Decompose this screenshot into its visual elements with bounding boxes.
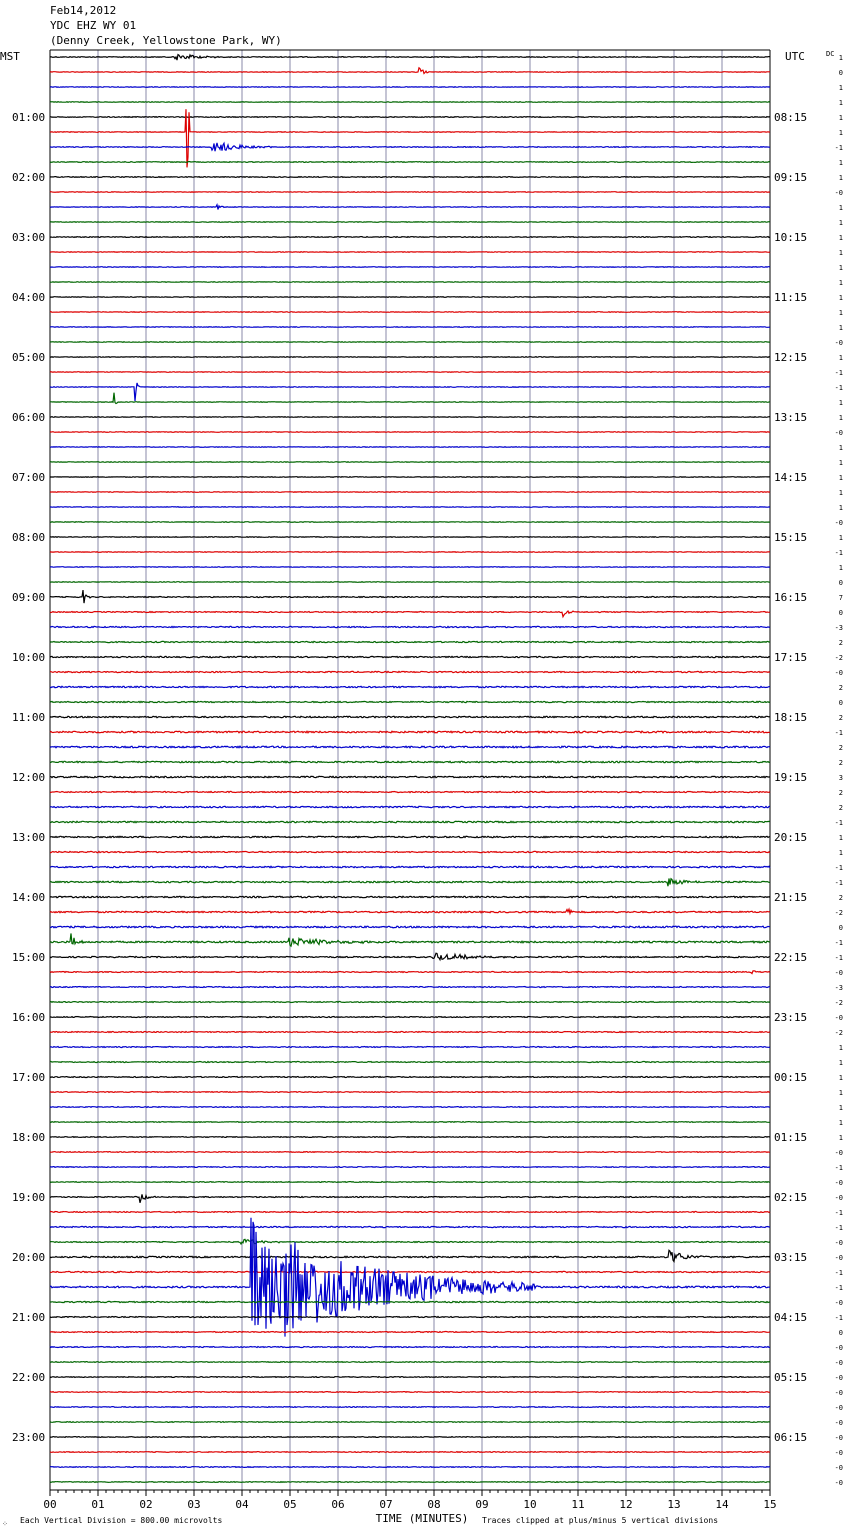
trace-line xyxy=(50,222,770,223)
trace-line xyxy=(50,312,770,313)
trace-line xyxy=(50,1301,770,1302)
right-hour-label: 00:15 xyxy=(774,1071,808,1084)
dc-offset-label: -0 xyxy=(834,429,843,437)
dc-offset-label: 2 xyxy=(838,759,843,767)
trace-line xyxy=(50,282,770,283)
trace-line xyxy=(50,109,770,167)
right-hour-label: 15:15 xyxy=(774,531,808,544)
left-hour-label: 23:00 xyxy=(12,1431,46,1444)
dc-offset-label: -1 xyxy=(834,939,843,947)
x-tick-label: 14 xyxy=(715,1498,729,1511)
trace-line xyxy=(50,1407,770,1408)
trace-line xyxy=(50,806,770,807)
dc-offset-label: 1 xyxy=(838,204,843,212)
trace-line xyxy=(50,237,770,238)
trace-line xyxy=(50,393,770,404)
right-hour-label: 05:15 xyxy=(774,1371,808,1384)
dc-offset-label: -1 xyxy=(834,144,843,152)
x-tick-label: 01 xyxy=(91,1498,105,1511)
dc-label: DC xyxy=(826,50,835,58)
trace-line xyxy=(50,1137,770,1138)
left-hour-label: 07:00 xyxy=(12,471,46,484)
dc-offset-label: 1 xyxy=(838,324,843,332)
dc-offset-label: -0 xyxy=(834,1344,843,1352)
dc-offset-label: 3 xyxy=(838,774,843,782)
trace-line xyxy=(50,933,770,946)
trace-line xyxy=(50,1077,770,1078)
left-hour-label: 17:00 xyxy=(12,1071,46,1084)
left-hour-label: 22:00 xyxy=(12,1371,46,1384)
dc-offset-label: 1 xyxy=(838,99,843,107)
right-hour-label: 23:15 xyxy=(774,1011,808,1024)
trace-line xyxy=(50,162,770,163)
dc-offset-label: -1 xyxy=(834,864,843,872)
trace-line xyxy=(50,1182,770,1183)
dc-offset-label: 1 xyxy=(838,294,843,302)
dc-offset-label: 2 xyxy=(838,744,843,752)
left-hour-label: 06:00 xyxy=(12,411,46,424)
dc-offset-label: 1 xyxy=(838,129,843,137)
dc-offset-label: -3 xyxy=(834,984,843,992)
trace-line xyxy=(50,102,770,103)
dc-offset-label: -2 xyxy=(834,1029,843,1037)
trace-line xyxy=(50,55,770,61)
x-tick-label: 07 xyxy=(379,1498,393,1511)
axis-labels xyxy=(0,50,843,1528)
trace-line xyxy=(50,1347,770,1348)
x-tick-label: 03 xyxy=(187,1498,201,1511)
left-hour-label: 05:00 xyxy=(12,351,46,364)
dc-offset-label: 1 xyxy=(838,354,843,362)
x-tick-label: 02 xyxy=(139,1498,153,1511)
trace-line xyxy=(50,432,770,433)
dc-offset-label: -0 xyxy=(834,1239,843,1247)
trace-line xyxy=(50,117,770,118)
dc-offset-label: -0 xyxy=(834,1479,843,1487)
trace-line xyxy=(50,776,770,777)
trace-line xyxy=(50,611,770,617)
dc-offset-label: 1 xyxy=(838,489,843,497)
trace-line xyxy=(50,686,770,687)
trace-line xyxy=(50,1092,770,1093)
trace-line xyxy=(50,1482,770,1483)
trace-line xyxy=(50,641,770,642)
dc-offset-label: -0 xyxy=(834,1419,843,1427)
trace-line xyxy=(50,926,770,928)
corner-mark: ⁘ xyxy=(2,1520,8,1528)
dc-offset-label: -0 xyxy=(834,1389,843,1397)
left-hour-label: 16:00 xyxy=(12,1011,46,1024)
trace-line xyxy=(50,866,770,867)
trace-line xyxy=(50,1392,770,1393)
right-hour-label: 18:15 xyxy=(774,711,808,724)
right-hour-label: 19:15 xyxy=(774,771,808,784)
trace-line xyxy=(50,746,770,748)
dc-offset-label: -1 xyxy=(834,369,843,377)
dc-offset-label: 7 xyxy=(838,594,843,602)
trace-line xyxy=(50,342,770,343)
dc-offset-label: -1 xyxy=(834,879,843,887)
dc-offset-label: 1 xyxy=(838,159,843,167)
dc-offset-label: -0 xyxy=(834,1299,843,1307)
x-tick-label: 09 xyxy=(475,1498,489,1511)
trace-line xyxy=(50,492,770,493)
x-tick-label: 04 xyxy=(235,1498,249,1511)
dc-offset-label: 1 xyxy=(838,279,843,287)
trace-line xyxy=(50,567,770,568)
left-hour-label: 10:00 xyxy=(12,651,46,664)
dc-offset-label: 1 xyxy=(838,54,843,62)
dc-offset-label: 0 xyxy=(838,699,843,707)
trace-line xyxy=(50,1271,770,1272)
dc-offset-label: 1 xyxy=(838,114,843,122)
x-tick-label: 05 xyxy=(283,1498,297,1511)
left-hour-label: 14:00 xyxy=(12,891,46,904)
right-timezone-label: UTC xyxy=(785,50,805,63)
dc-offset-label: -0 xyxy=(834,1404,843,1412)
right-hour-label: 02:15 xyxy=(774,1191,808,1204)
left-hour-label: 12:00 xyxy=(12,771,46,784)
left-hour-label: 03:00 xyxy=(12,231,46,244)
dc-offset-label: 1 xyxy=(838,504,843,512)
left-hour-label: 18:00 xyxy=(12,1131,46,1144)
dc-offset-label: -1 xyxy=(834,1209,843,1217)
dc-offset-label: -0 xyxy=(834,969,843,977)
trace-line xyxy=(50,821,770,822)
left-hour-label: 08:00 xyxy=(12,531,46,544)
dc-offset-label: -1 xyxy=(834,1164,843,1172)
trace-line xyxy=(50,1017,770,1018)
dc-offset-label: -0 xyxy=(834,189,843,197)
trace-line xyxy=(50,1122,770,1123)
dc-offset-label: 1 xyxy=(838,834,843,842)
dc-offset-label: 0 xyxy=(838,579,843,587)
dc-offset-label: -0 xyxy=(834,1149,843,1157)
trace-line xyxy=(50,522,770,523)
dc-offset-label: 1 xyxy=(838,84,843,92)
trace-line xyxy=(50,1362,770,1363)
dc-offset-label: -0 xyxy=(834,1464,843,1472)
dc-offset-label: -1 xyxy=(834,729,843,737)
trace-line xyxy=(50,1194,770,1202)
trace-group xyxy=(50,55,770,1483)
trace-line xyxy=(50,701,770,702)
dc-offset-label: -0 xyxy=(834,669,843,677)
right-hour-label: 09:15 xyxy=(774,171,808,184)
x-tick-label: 08 xyxy=(427,1498,441,1511)
dc-offset-label: 0 xyxy=(838,924,843,932)
dc-offset-label: -0 xyxy=(834,1194,843,1202)
dc-offset-label: 1 xyxy=(838,1104,843,1112)
dc-offset-label: 1 xyxy=(838,399,843,407)
dc-offset-label: 2 xyxy=(838,804,843,812)
chart-location: (Denny Creek, Yellowstone Park, WY) xyxy=(50,34,282,47)
trace-line xyxy=(50,383,770,401)
trace-line xyxy=(50,447,770,448)
dc-offset-label: 1 xyxy=(838,444,843,452)
trace-line xyxy=(50,1467,770,1468)
left-hour-label: 04:00 xyxy=(12,291,46,304)
trace-line xyxy=(50,372,770,373)
trace-line xyxy=(50,590,770,603)
dc-offset-label: 1 xyxy=(838,1044,843,1052)
trace-line xyxy=(50,836,770,837)
dc-offset-label: -1 xyxy=(834,549,843,557)
dc-offset-label: 0 xyxy=(838,1329,843,1337)
dc-offset-label: -2 xyxy=(834,654,843,662)
dc-offset-label: 1 xyxy=(838,264,843,272)
x-tick-label: 13 xyxy=(667,1498,681,1511)
dc-offset-label: -0 xyxy=(834,1014,843,1022)
trace-line xyxy=(50,1377,770,1378)
dc-offset-label: 2 xyxy=(838,639,843,647)
dc-offset-label: 2 xyxy=(838,684,843,692)
trace-line xyxy=(50,297,770,298)
left-timezone-label: MST xyxy=(0,50,20,63)
trace-line xyxy=(50,87,770,88)
trace-line xyxy=(50,1107,770,1108)
dc-offset-label: 1 xyxy=(838,1074,843,1082)
right-hour-label: 01:15 xyxy=(774,1131,808,1144)
trace-line xyxy=(50,791,770,792)
left-hour-label: 19:00 xyxy=(12,1191,46,1204)
trace-line xyxy=(50,267,770,268)
clip-note: Traces clipped at plus/minus 5 vertical divisions xyxy=(482,1516,719,1525)
trace-line xyxy=(50,953,770,960)
right-hour-label: 21:15 xyxy=(774,891,808,904)
trace-line xyxy=(50,879,770,887)
dc-offset-label: 1 xyxy=(838,219,843,227)
dc-offset-label: -1 xyxy=(834,954,843,962)
trace-line xyxy=(50,1152,770,1153)
right-hour-label: 22:15 xyxy=(774,951,808,964)
x-tick-label: 15 xyxy=(763,1498,777,1511)
x-tick-label: 06 xyxy=(331,1498,345,1511)
dc-offset-label: 1 xyxy=(838,234,843,242)
dc-offset-label: -1 xyxy=(834,384,843,392)
right-hour-label: 03:15 xyxy=(774,1251,808,1264)
right-hour-label: 10:15 xyxy=(774,231,808,244)
left-hour-label: 21:00 xyxy=(12,1311,46,1324)
trace-line xyxy=(50,1226,770,1227)
trace-line xyxy=(50,477,770,478)
dc-offset-label: -0 xyxy=(834,1374,843,1382)
trace-line xyxy=(50,1239,770,1244)
trace-line xyxy=(50,1212,770,1213)
right-hour-label: 17:15 xyxy=(774,651,808,664)
trace-line xyxy=(50,987,770,988)
dc-offset-label: 1 xyxy=(838,249,843,257)
trace-line xyxy=(50,1437,770,1438)
trace-line xyxy=(50,462,770,463)
dc-offset-label: -0 xyxy=(834,519,843,527)
trace-line xyxy=(50,327,770,328)
trace-line xyxy=(50,971,770,974)
dc-offset-label: -1 xyxy=(834,1314,843,1322)
trace-line xyxy=(50,68,770,74)
right-hour-label: 08:15 xyxy=(774,111,808,124)
trace-line xyxy=(50,896,770,897)
trace-line xyxy=(50,656,770,657)
trace-line xyxy=(50,851,770,852)
trace-line xyxy=(50,192,770,193)
left-hour-label: 02:00 xyxy=(12,171,46,184)
trace-line xyxy=(50,507,770,508)
trace-line xyxy=(50,552,770,553)
trace-line xyxy=(50,716,770,717)
left-hour-label: 13:00 xyxy=(12,831,46,844)
right-hour-label: 20:15 xyxy=(774,831,808,844)
trace-line xyxy=(50,1218,770,1337)
trace-line xyxy=(50,909,770,913)
dc-offset-label: -1 xyxy=(834,1269,843,1277)
dc-offset-label: 1 xyxy=(838,1059,843,1067)
dc-offset-label: 1 xyxy=(838,459,843,467)
trace-line xyxy=(50,731,770,733)
trace-line xyxy=(50,252,770,253)
dc-offset-label: 1 xyxy=(838,849,843,857)
dc-offset-label: 1 xyxy=(838,1119,843,1127)
dc-offset-label: 1 xyxy=(838,1089,843,1097)
dc-offset-label: -0 xyxy=(834,1179,843,1187)
dc-offset-label: 2 xyxy=(838,894,843,902)
x-axis-label: TIME (MINUTES) xyxy=(375,1512,469,1525)
trace-line xyxy=(50,1167,770,1168)
trace-line xyxy=(50,1452,770,1453)
right-hour-label: 12:15 xyxy=(774,351,808,364)
trace-line xyxy=(50,671,770,672)
dc-offset-label: -2 xyxy=(834,909,843,917)
left-hour-label: 20:00 xyxy=(12,1251,46,1264)
right-hour-label: 06:15 xyxy=(774,1431,808,1444)
chart-date: Feb14,2012 xyxy=(50,4,117,17)
dc-offset-label: -1 xyxy=(834,819,843,827)
trace-line xyxy=(50,1332,770,1333)
chart-station: YDC EHZ WY 01 xyxy=(50,19,137,32)
trace-line xyxy=(50,1002,770,1003)
trace-line xyxy=(50,205,770,210)
trace-line xyxy=(50,761,770,762)
dc-offset-label: 1 xyxy=(838,534,843,542)
trace-line xyxy=(50,582,770,583)
right-hour-label: 11:15 xyxy=(774,291,808,304)
dc-offset-label: -0 xyxy=(834,1359,843,1367)
left-hour-label: 01:00 xyxy=(12,111,46,124)
trace-line xyxy=(50,1317,770,1318)
dc-offset-label: 1 xyxy=(838,1134,843,1142)
dc-offset-label: -3 xyxy=(834,624,843,632)
trace-line xyxy=(50,537,770,538)
trace-line xyxy=(50,177,770,178)
dc-offset-label: 1 xyxy=(838,474,843,482)
dc-offset-label: 1 xyxy=(838,414,843,422)
dc-offset-label: 1 xyxy=(838,174,843,182)
x-tick-label: 00 xyxy=(43,1498,57,1511)
x-tick-label: 12 xyxy=(619,1498,633,1511)
dc-offset-label: -0 xyxy=(834,339,843,347)
trace-line xyxy=(50,1047,770,1048)
right-hour-label: 14:15 xyxy=(774,471,808,484)
dc-offset-label: 0 xyxy=(838,609,843,617)
dc-offset-label: 1 xyxy=(838,564,843,572)
dc-offset-label: 1 xyxy=(838,309,843,317)
trace-line xyxy=(50,626,770,627)
trace-line xyxy=(50,143,770,151)
dc-offset-label: -2 xyxy=(834,999,843,1007)
dc-offset-label: -0 xyxy=(834,1434,843,1442)
left-hour-label: 11:00 xyxy=(12,711,46,724)
x-tick-label: 10 xyxy=(523,1498,537,1511)
trace-line xyxy=(50,417,770,418)
trace-line xyxy=(50,1250,770,1261)
left-hour-label: 09:00 xyxy=(12,591,46,604)
dc-offset-label: 2 xyxy=(838,714,843,722)
trace-line xyxy=(50,1032,770,1033)
plot-grid xyxy=(50,50,770,1490)
right-hour-label: 13:15 xyxy=(774,411,808,424)
trace-line xyxy=(50,357,770,358)
scale-note: Each Vertical Division = 800.00 microvolts xyxy=(20,1516,223,1525)
left-hour-label: 15:00 xyxy=(12,951,46,964)
dc-offset-label: -1 xyxy=(834,1224,843,1232)
dc-offset-label: 0 xyxy=(838,69,843,77)
right-hour-label: 16:15 xyxy=(774,591,808,604)
trace-line xyxy=(50,1062,770,1063)
dc-offset-label: 2 xyxy=(838,789,843,797)
trace-line xyxy=(50,1422,770,1423)
right-hour-label: 04:15 xyxy=(774,1311,808,1324)
dc-offset-label: -1 xyxy=(834,1284,843,1292)
dc-offset-label: -0 xyxy=(834,1449,843,1457)
x-tick-label: 11 xyxy=(571,1498,585,1511)
dc-offset-label: -0 xyxy=(834,1254,843,1262)
